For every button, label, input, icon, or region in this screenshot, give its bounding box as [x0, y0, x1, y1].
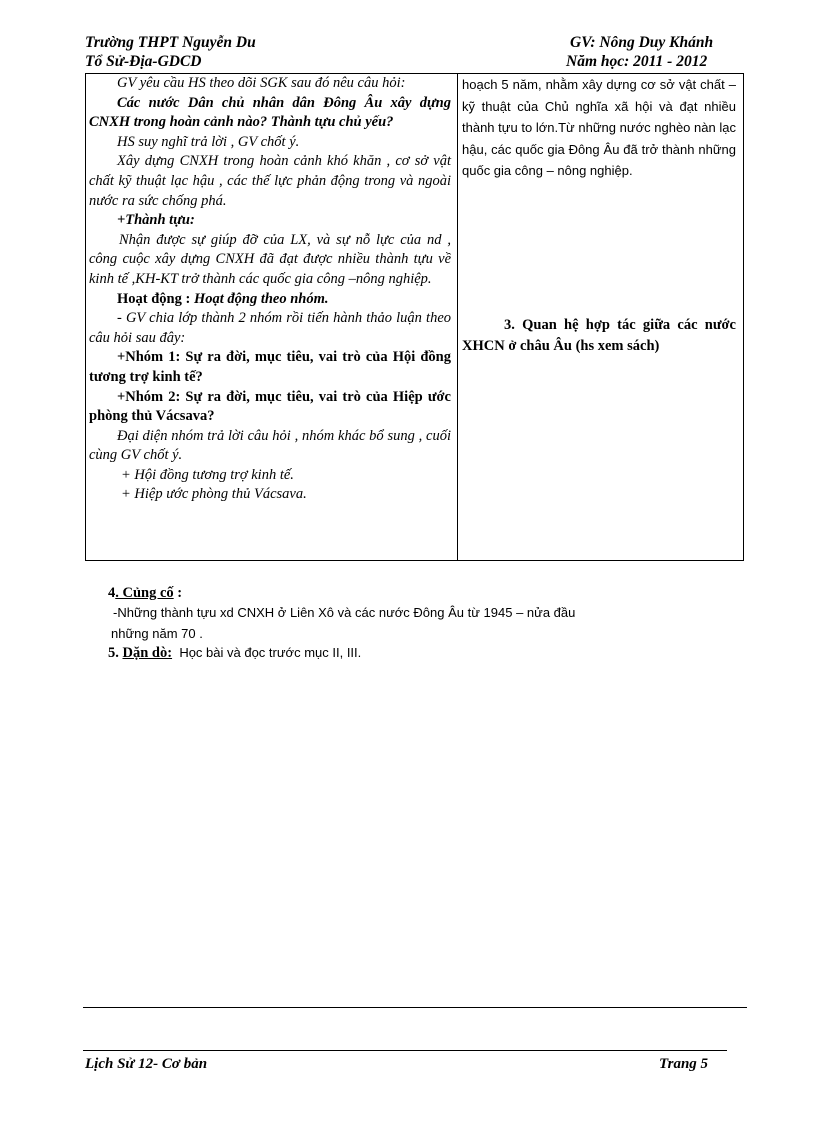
achievements-answer: Nhận được sự giúp đỡ của LX, và sự nỗ lực của nd , công cuộc xây dựng CNXH đã đạt được nhiều thành tựu về kinh tế ,KH-KT trở thành các quốc gia công –nông nghiệp. — [89, 231, 451, 287]
footer-page-number: Trang 5 — [659, 1056, 709, 1072]
teacher-activities-column — [89, 74, 451, 505]
content-column — [462, 74, 736, 357]
instruction-text: GV yêu cầu HS theo dõi SGK sau đó nêu câu hỏi: — [117, 75, 406, 91]
section-5-title: Dặn dò: — [122, 645, 173, 661]
section-4-line-1: -Những thành tựu xd CNXH ở Liên Xô và các nước Đông Âu từ 1945 – nửa đầu — [113, 605, 576, 620]
footer-divider-top — [83, 1007, 747, 1008]
summary-item-1: + Hội đồng tương trợ kinh tế. — [121, 466, 294, 483]
section-5-heading — [108, 643, 361, 663]
section-4-line-2: những năm 70 . — [111, 626, 203, 641]
section-5-number: 5. — [108, 645, 123, 661]
content-paragraph: hoạch 5 năm, nhằm xây dựng cơ sở vật chất – kỹ thuật của Chủ nghĩa xã hội và đạt nhiều thành tựu to lớn.Từ những nước nghèo nàn lạc hậu, các quốc gia Đông Âu đã trở thành những quốc gia công – nông nghiệp. — [462, 77, 736, 178]
department-name: Tổ Sử-Địa-GDCD — [85, 53, 202, 70]
group-2-task: +Nhóm 2: Sự ra đời, mục tiêu, vai trò của Hiệp ước phòng thủ Vácsava? — [89, 388, 451, 425]
achievements-heading: +Thành tựu: — [117, 212, 195, 229]
section-4-heading — [108, 583, 182, 603]
section-4-number: 4 — [108, 585, 116, 601]
school-name: Trường THPT Nguyễn Du — [85, 34, 256, 51]
student-response: HS suy nghĩ trả lời , GV chốt ý. — [117, 133, 300, 150]
column-divider — [457, 74, 458, 560]
activity-value: Hoạt động theo nhóm. — [193, 290, 329, 307]
section-4-colon: : — [173, 585, 183, 601]
section-4-title: . Củng cố — [115, 585, 174, 601]
group-1-task: +Nhóm 1: Sự ra đời, mục tiêu, vai trò của Hội đồng tương trợ kinh tế? — [89, 349, 451, 385]
lesson-table — [85, 73, 744, 561]
activity-label: Hoạt động : — [117, 290, 194, 307]
teacher-name: GV: Nông Duy Khánh — [570, 34, 714, 51]
group-instruction: - GV chia lớp thành 2 nhóm rồi tiến hành thảo luận theo câu hỏi sau đây: — [89, 310, 451, 346]
group-report: Đại diện nhóm trả lời câu hỏi , nhóm khác bổ sung , cuối cùng GV chốt ý. — [89, 427, 451, 464]
section-5-text: Học bài và đọc trước mục II, III. — [179, 645, 362, 660]
question-text: Các nước Dân chủ nhân dân Đông Âu xây dựng CNXH trong hoàn cảnh nào? Thành tựu chủ yếu? — [89, 94, 451, 131]
footer-book-title: Lịch Sử 12- Cơ bản — [85, 1056, 208, 1072]
summary-item-2: + Hiệp ước phòng thủ Vácsava. — [121, 486, 307, 503]
context-answer: Xây dựng CNXH trong hoàn cảnh khó khăn , cơ sở vật chất kỹ thuật lạc hậu , các thế lực phản động trong và ngoài nước ra sức chống phá. — [89, 153, 451, 209]
footer-divider-bottom — [83, 1050, 727, 1051]
section-3-heading: 3. Quan hệ hợp tác giữa các nước XHCN ở châu Âu (hs xem sách) — [462, 316, 736, 354]
activity-line — [89, 290, 451, 310]
school-year: Năm học: 2011 - 2012 — [566, 53, 708, 70]
